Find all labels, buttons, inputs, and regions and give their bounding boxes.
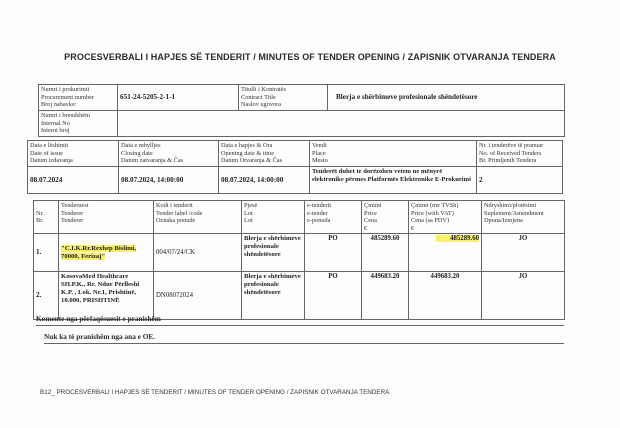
row-tenderer: KosovaMed Healthcare SH.P.K., Rr. Ndue Përlleshi K.P. , Lok. Nr.1, Prishtinë, 10.000, PRISHTINË: [59, 272, 154, 320]
divider: [44, 343, 564, 344]
col-lot-header: Pjesë Lot Lot: [242, 201, 305, 234]
col-no-header: Nr. Br.: [34, 201, 59, 234]
row-supplement: JO: [482, 272, 565, 320]
table-row: [34, 272, 565, 320]
contract-title-label: Titulli i Kontratës Contract Title Naslov ugovora: [239, 85, 328, 111]
internal-number-value: [118, 111, 565, 137]
procurement-number-label: Numri i prokurimit Procurement number Broj nabavke:: [39, 85, 118, 111]
row-lot: Blerja e shërbimeve profesionale shëndetësore: [242, 272, 305, 320]
row-code: 004/07/24/CK: [154, 234, 242, 272]
received-tenders-label: Nr. i tenderëve të pranuar No. of Received Tenders Br. Primljenih Tendera: [477, 141, 563, 167]
issue-date-value: 08.07.2024: [28, 167, 119, 194]
comments-text: Nuk ka të pranishëm nga ana e OE.: [44, 332, 156, 341]
bids-table: [33, 200, 565, 320]
row-price: 449683.20: [362, 272, 409, 320]
procurement-info-table: [38, 84, 565, 137]
row-price-vat: 449683.20: [409, 272, 482, 320]
row-lot: Blerja e shërbimeve profesionale shëndetësore: [242, 234, 305, 272]
col-etender-header: e-tenderit e-tender e-ponuda: [305, 201, 362, 234]
contract-title-value: Blerja e shërbimeve profesionale shëndetësore: [328, 85, 565, 111]
issue-date-label: Data e lëshimit Date of issue Datum izdavanja: [28, 141, 119, 167]
procurement-number-value: 651-24-5205-2-1-1: [118, 85, 239, 111]
received-tenders-value: 2: [477, 167, 563, 194]
page-footer: B12_ PROCESVERBALI I HAPJES SË TENDERIT / MINUTES OF TENDER OPENING / ZAPISNIK OTVARANJA TENDERA: [40, 389, 390, 396]
row-no: 2.: [34, 272, 59, 320]
bids-header-row: [34, 201, 565, 234]
document-title: PROCESVERBALI I HAPJES SË TENDERIT / MINUTES OF TENDER OPENING / ZAPISNIK OTVARANJA TENDERA: [64, 52, 556, 62]
internal-number-label: Numri i brendshëm Internal No Interni broj: [39, 111, 118, 137]
row-price-vat: 485289.60: [409, 234, 482, 272]
row-supplement: JO: [482, 234, 565, 272]
divider: [36, 325, 564, 326]
place-value: Tenderët duhet te dorëzohen vetem ne mënyrë elektronike përmes Platformës Elektronike E-Prokurimi: [310, 167, 477, 194]
place-label: Vendi Place Mesto: [310, 141, 477, 167]
row-price: 485289.60: [362, 234, 409, 272]
col-price-vat-header: Çmimi (me TVSh) Price (with VAT) Cena (sa PDV) €: [409, 201, 482, 234]
row-no: 1.: [34, 234, 59, 272]
comments-heading: Komente nga përfaqësuesit e pranishëm: [36, 314, 161, 323]
row-etender: PO: [305, 234, 362, 272]
col-supplement-header: Ndryshimi/plotësimi Suplement/Amendment Dpuna/Izmjena: [482, 201, 565, 234]
row-etender: PO: [305, 272, 362, 320]
dates-table: [27, 140, 563, 194]
col-price-header: Çmimi Price Cena €: [362, 201, 409, 234]
closing-date-label: Data e mbylljes Closing date Datum zatvaranja & Čas: [119, 141, 219, 167]
row-tenderer: "C.I.K.Rr.Rexhep Bislimi, 70000, Ferizaj": [59, 234, 154, 272]
col-code-header: Kodi i tenderit Tender label /code Oznaka ponude: [154, 201, 242, 234]
table-row: [34, 234, 565, 272]
closing-date-value: 08.07.2024, 14:00:00: [119, 167, 219, 194]
col-tenderer-header: Tenderuesi Tenderer Tenderer: [59, 201, 154, 234]
opening-date-label: Data e hapjes & Ora Opening date & time Datum Otvaranja & Čas: [219, 141, 310, 167]
row-code: DN08072024: [154, 272, 242, 320]
opening-date-value: 08.07.2024, 14:00:00: [219, 167, 310, 194]
